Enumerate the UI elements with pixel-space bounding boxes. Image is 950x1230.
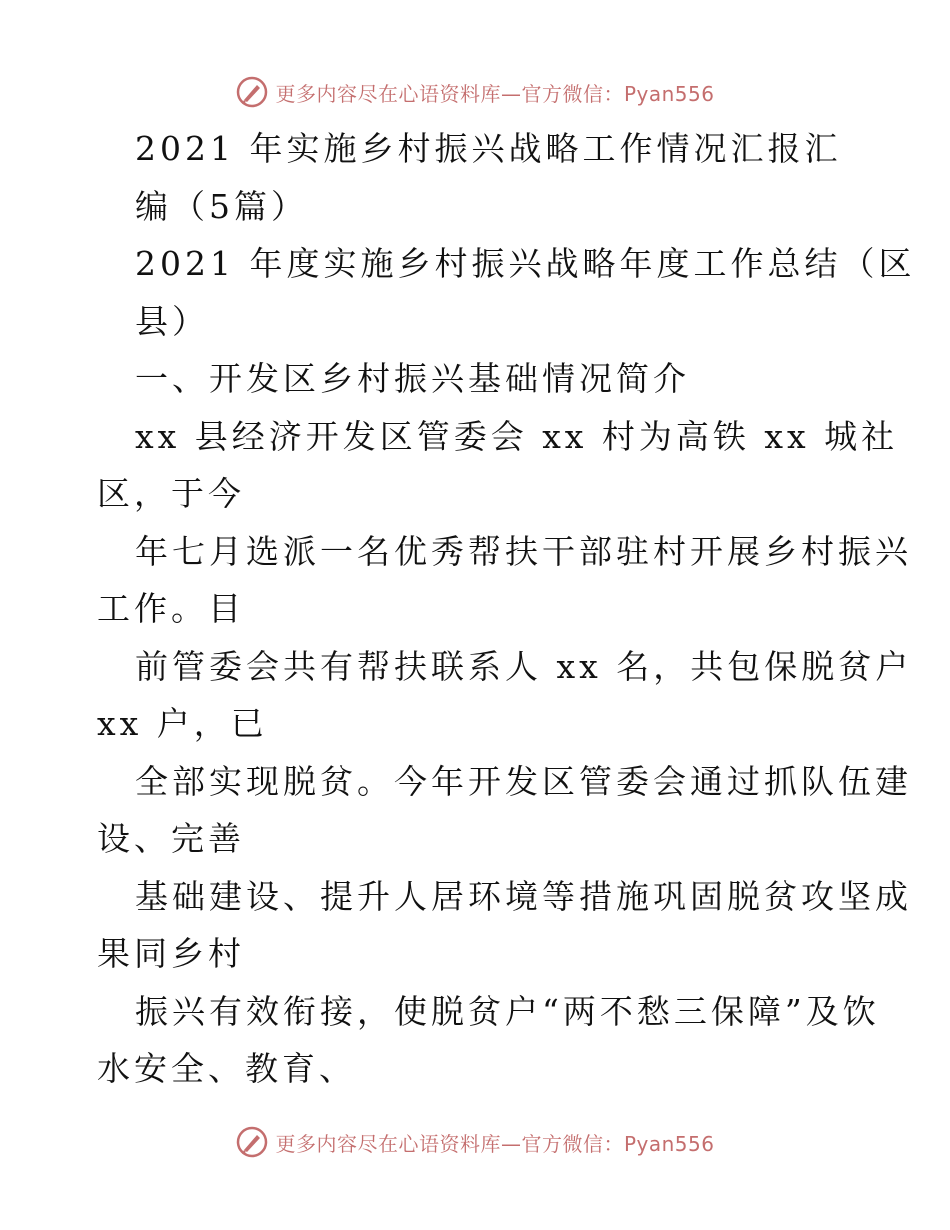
footer-watermark: [0, 1122, 950, 1162]
quill-pen-logo-icon: [235, 1125, 269, 1159]
text-line: 一、开发区乡村振兴基础情况简介: [135, 359, 690, 398]
text-line: 2021 年实施乡村振兴战略工作情况汇报汇: [135, 129, 842, 168]
text-line: 区，于今: [97, 474, 245, 513]
text-line: 县）: [135, 301, 209, 341]
document-body: [97, 120, 916, 1098]
text-line: xx 户，已: [97, 704, 268, 743]
text-line: 设、完善: [97, 819, 245, 858]
text-line: 工作。目: [97, 589, 245, 628]
text-line: 水安全、教育、: [97, 1049, 356, 1088]
text-line: xx 县经济开发区管委会 xx 村为高铁 xx 城社: [135, 416, 899, 456]
text-line: 2021 年度实施乡村振兴战略年度工作总结（区: [135, 244, 916, 283]
text-line: 振兴有效衔接，使脱贫户“两不愁三保障”及饮: [135, 991, 880, 1031]
text-line: 前管委会共有帮扶联系人 xx 名，共包保脱贫户: [135, 646, 913, 686]
text-line: 编（5篇）: [135, 186, 308, 226]
header-watermark-text: 更多内容尽在心语资料库—官方微信：Pyan556: [275, 81, 715, 106]
footer-watermark-text: 更多内容尽在心语资料库—官方微信：Pyan556: [275, 1131, 715, 1156]
header-watermark: [0, 72, 950, 112]
text-line: 年七月选派一名优秀帮扶干部驻村开展乡村振兴: [135, 531, 912, 571]
text-line: 基础建设、提升人居环境等措施巩固脱贫攻坚成: [135, 876, 912, 916]
text-line: 全部实现脱贫。今年开发区管委会通过抓队伍建: [135, 761, 912, 801]
text-line: 果同乡村: [97, 934, 245, 973]
quill-pen-logo-icon: [235, 75, 269, 109]
